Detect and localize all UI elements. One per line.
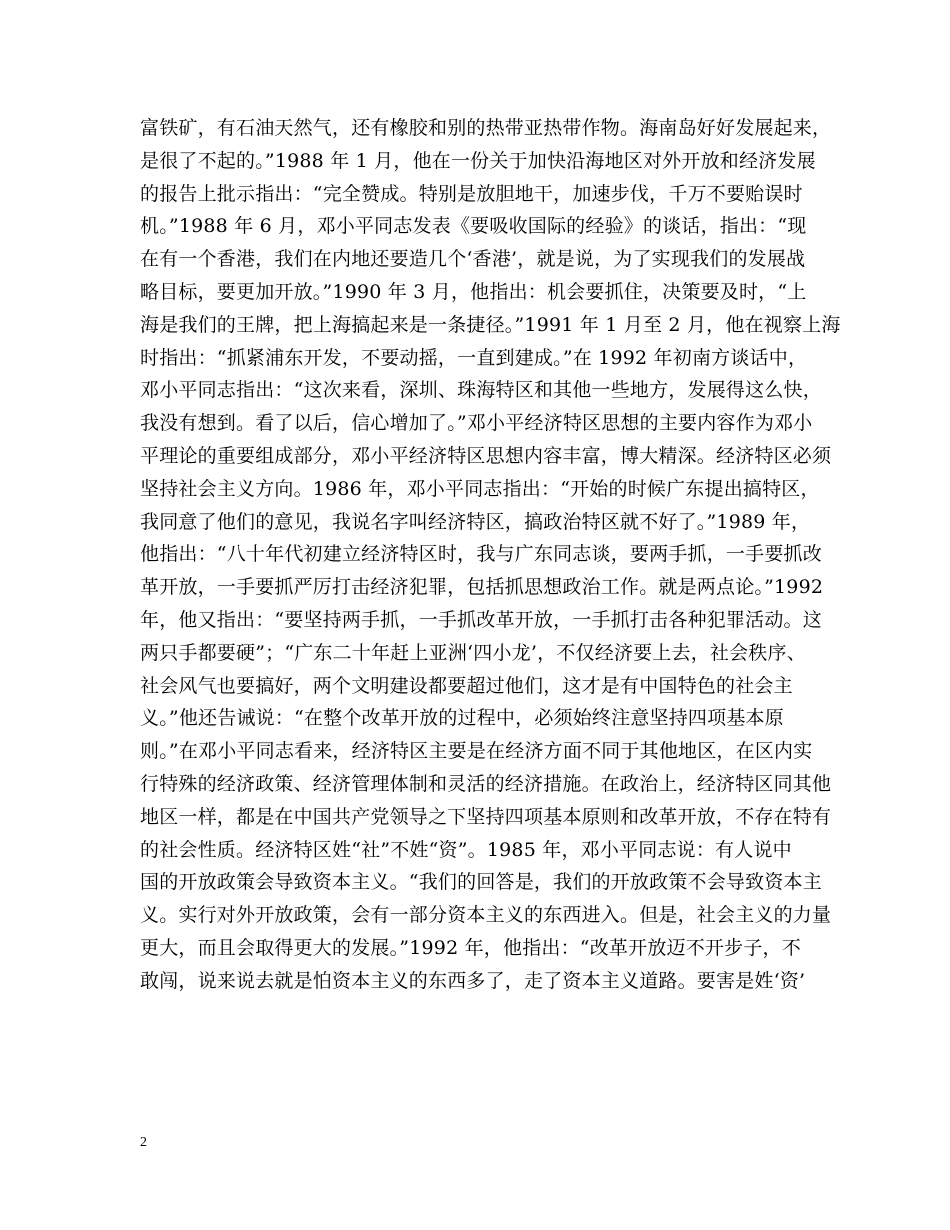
text-line: 的社会性质。经济特区姓“社”不姓“资”。1985 年，邓小平同志说：有人说中: [140, 838, 792, 861]
text-line: 我同意了他们的意见，我说名字叫经济特区，搞政治特区就不好了。”1989 年，: [140, 510, 811, 533]
text-line: 地区一样，都是在中国共产党领导之下坚持四项基本原则和改革开放，不存在特有: [140, 805, 832, 828]
text-line: 海是我们的王牌，把上海搞起来是一条捷径。”1991 年 1 月至 2 月，他在视察上海: [140, 313, 841, 336]
text-line: 义。实行对外开放政策，会有一部分资本主义的东西进入。但是，社会主义的力量: [140, 904, 832, 927]
body-text: [140, 112, 841, 998]
text-line: 敢闯，说来说去就是怕资本主义的东西多了，走了资本主义道路。要害是姓‘资’: [140, 969, 806, 992]
text-line: 略目标，要更加开放。”1990 年 3 月，他指出：机会要抓住，决策要及时，“上: [140, 280, 807, 303]
text-line: 社会风气也要搞好，两个文明建设都要超过他们，这才是有中国特色的社会主: [140, 674, 793, 697]
text-line: 时指出：“抓紧浦东开发，不要动摇，一直到建成。”在 1992 年初南方谈话中，: [140, 346, 808, 369]
text-line: 年，他又指出：“要坚持两手抓，一手抓改革开放，一手抓打击各种犯罪活动。这: [140, 608, 822, 631]
text-line: 是很了不起的。”1988 年 1 月，他在一份关于加快沿海地区对外开放和经济发展: [140, 149, 816, 172]
text-line: 富铁矿，有石油天然气，还有橡胶和别的热带亚热带作物。海南岛好好发展起来，: [140, 117, 832, 139]
text-line: 义。”他还告诫说：“在整个改革开放的过程中，必须始终注意坚持四项基本原: [140, 707, 784, 730]
text-line: 平理论的重要组成部分，邓小平经济特区思想内容丰富，博大精深。经济特区必须: [140, 444, 832, 467]
text-line: 在有一个香港，我们在内地还要造几个‘香港’，就是说，为了实现我们的发展战: [140, 248, 806, 271]
text-line: 则。”在邓小平同志看来，经济特区主要是在经济方面不同于其他地区，在区内实: [140, 740, 813, 763]
text-line: 革开放，一手要抓严厉打击经济犯罪，包括抓思想政治工作。就是两点论。”1992: [140, 576, 824, 599]
text-line: 我没有想到。看了以后，信心增加了。”邓小平经济特区思想的主要内容作为邓小: [140, 412, 813, 435]
text-line: 机。”1988 年 6 月，邓小平同志发表《要吸收国际的经验》的谈话，指出：“现: [140, 215, 807, 238]
text-line: 两只手都要硬”；“广东二十年赶上亚洲‘四小龙’，不仅经济要上去，社会秩序、: [140, 641, 806, 664]
text-line: 的报告上批示指出：“完全赞成。特别是放胆地干，加速步伐，千万不要贻误时: [140, 182, 803, 205]
text-line: 他指出：“八十年代初建立经济特区时，我与广东同志谈，要两手抓，一手要抓改: [140, 543, 822, 566]
page-number: 2: [140, 1135, 147, 1150]
text-line: 行特殊的经济政策、经济管理体制和灵活的经济措施。在政治上，经济特区同其他: [140, 772, 832, 795]
text-line: 坚持社会主义方向。1986 年，邓小平同志指出：“开始的时候广东提出搞特区，: [140, 477, 820, 500]
text-line: 国的开放政策会导致资本主义。“我们的回答是，我们的开放政策不会导致资本主: [140, 871, 822, 894]
text-line: 邓小平同志指出：“这次来看，深圳、珠海特区和其他一些地方，发展得这么快，: [140, 379, 822, 402]
text-line: 更大，而且会取得更大的发展。”1992 年，他指出：“改革开放迈不开步子，不: [140, 936, 801, 959]
